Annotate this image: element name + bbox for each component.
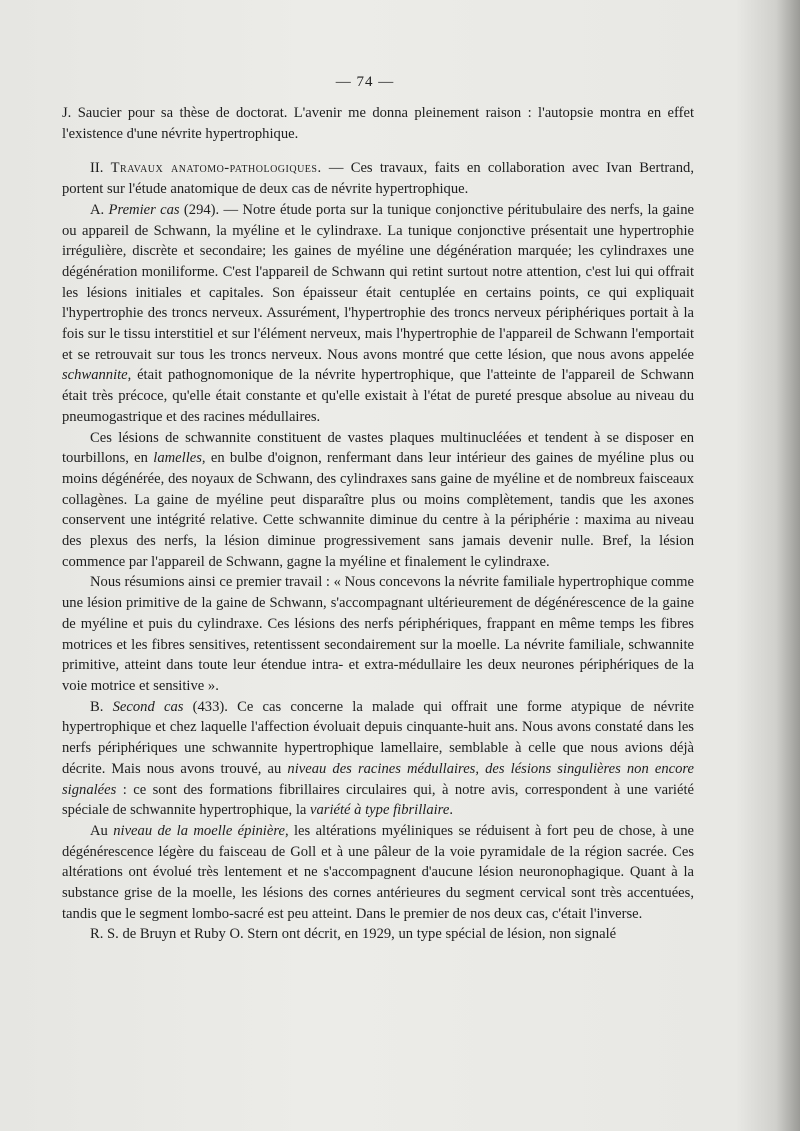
case-reference: (433). <box>183 698 228 715</box>
section-heading-paragraph <box>62 158 694 199</box>
paragraph-text: : ce sont des formations fibrillaires circulaires qui, à notre avis, correspondent à une variété spéciale de schwannite hypertrophique, la <box>62 781 694 819</box>
section-intro-text: — Ces travaux, faits en collaboration avec Ivan Bertrand, portent sur l'étude anatomique de deux cas de névrite hypertrophique. <box>62 160 694 198</box>
paragraph-text: . <box>449 802 453 819</box>
paragraph-text: , les altérations myéliniques se réduisent à fort peu de chose, à une dégénérescence légère du faisceau de Goll et à une pâleur de la voie pyramidale de la région sacrée. Ces altérations ont évolué très lentement et ne s'accompagnent d'aucune lésion neuronophagique. Quant à la substance grise de la moelle, les lésions des cornes antérieures du segment cervical sont très accentuées, tandis que le segment lombo-sacré est peu atteint. Dans le premier de nos deux cas, c'était l'inverse. <box>62 822 694 922</box>
emphasis-term: lamelles <box>153 450 202 467</box>
emphasis-term: schwannite <box>62 367 128 384</box>
case-title: Premier cas <box>108 201 180 218</box>
paragraph-text: Ces lésions de schwannite constituent de vastes plaques multinucléées et tendent à se disposer en tourbillons, en <box>62 429 694 467</box>
case-letter: B. <box>90 698 104 715</box>
paragraph-text: — Notre étude porta sur la tunique conjonctive péritubulaire des nerfs, la gaine ou appareil de Schwann, la myéline et le cylindraxe. La tunique conjonctive présentait une hypertrophie irrégulière, discrète et secondaire; les gaines de myéline une dégénération marquée; les cylindraxes une dégénération moniliforme. C'est l'appareil de Schwann qui retint surtout notre attention, c'est lui qui offrait les lésions initiales et capitales. Son épaisseur était centuplée en certains points, ce qui expliquait l'hypertrophie des troncs nerveux. Assurément, l'hypertrophie des troncs nerveux périphériques portait à la fois sur le tissu interstitiel et sur l'élément nerveux, mais l'hypertrophie de l'appareil de Schwann l'emportait et se retrouvait sur tous les troncs nerveux. Nous avons montré que cette lésion, que nous avons appelée <box>62 201 694 363</box>
body-text <box>62 103 694 945</box>
paragraph-text: , était pathognomonique de la névrite hypertrophique, que l'atteinte de l'appareil de Schwann était très précoce, qu'elle était constante et qu'elle existait à l'état de pureté presque absolue au niveau du pneumogastrique et des racines médullaires. <box>62 367 694 425</box>
section-numeral: II. <box>90 160 104 177</box>
case-letter: A. <box>90 201 105 218</box>
paragraph-continuation: J. Saucier pour sa thèse de doctorat. L'avenir me donna pleinement raison : l'autopsie montra en effet l'existence d'une névrite hypertrophique. <box>62 105 694 142</box>
emphasis-phrase: niveau de la moelle épinière <box>113 822 285 839</box>
paragraph-premier-cas <box>62 200 694 428</box>
case-reference: (294). <box>179 201 220 218</box>
paragraph-de-bruyn: R. S. de Bruyn et Ruby O. Stern ont décrit, en 1929, un type spécial de lésion, non signalé <box>90 926 617 943</box>
paragraph-text: , en bulbe d'oignon, renfermant dans leur intérieur des gaines de myéline plus ou moins dégénérée, des noyaux de Schwann, des cylindraxes sans gaine de myéline et de nombreux faisceaux collagènes. La gaine de myéline peut disparaître plus ou moins complètement, tandis que les axones conservent une intégrité relative. Cette schwannite diminue du centre à la périphérie : maxima au niveau des plexus des nerfs, la lésion diminue progressivement sans jamais devenir nulle. Bref, la lésion commence par l'appareil de Schwann, gagne la myéline et finalement le cylindraxe. <box>62 450 695 570</box>
emphasis-phrase: variété à type fibrillaire <box>310 802 450 819</box>
section-heading: Travaux anatomo-pathologiques. <box>110 160 322 177</box>
emphasis-phrase: niveau des racines médullaires, des lésions singulières non encore signalées <box>62 760 695 798</box>
paragraph-moelle <box>62 821 694 925</box>
paragraph-lesions <box>62 428 694 573</box>
paragraph-second-cas <box>62 697 694 821</box>
page-number: — 74 — <box>335 74 395 90</box>
paragraph-text: Ce cas concerne la malade qui offrait une forme atypique de névrite hypertrophique et chez laquelle l'affection évoluait depuis cinquante-huit ans. Nous avons constaté dans les nerfs périphériques une schwannite hypertrophique lamellaire, semblable à celle que nous avions déjà décrite. Mais nous avons trouvé, au <box>62 698 694 777</box>
case-title: Second cas <box>112 698 184 715</box>
paragraph-text: Au <box>90 822 114 839</box>
paragraph-summary: Nous résumions ainsi ce premier travail : « Nous concevons la névrite familiale hypertrophique comme une lésion primitive de la gaine de Schwann, s'accompagnant ultérieurement de dégénérescence de la gaine de myéline et puis du cylindraxe. Ces lésions des nerfs périphériques, frappant en même temps les fibres motrices et les fibres sensitives, retentissent secondairement sur la moelle. La névrite familiale, schwannite primitive, atteint dans toute leur étendue intra- et extra-médullaire les deux neurones périphériques de la voie motrice et sensitive ». <box>62 574 694 694</box>
